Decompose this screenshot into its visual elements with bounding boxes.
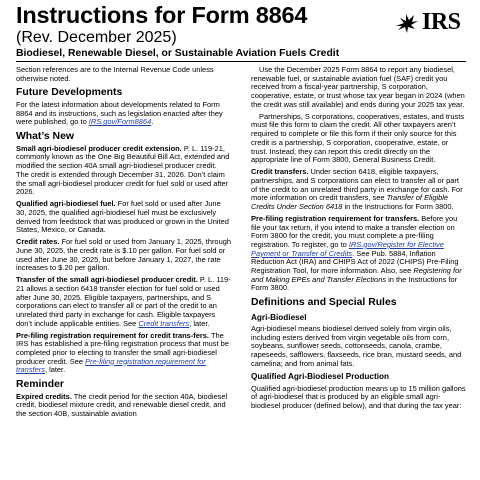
revision-date: (Rev. December 2025) <box>16 29 177 46</box>
header-rule <box>16 61 466 62</box>
register-link[interactable]: IRS.gov/Register for Elective Payment or Transfer of Credits <box>251 239 444 258</box>
irs-logo-text: IRS <box>422 9 461 35</box>
qualified-production-text: Qualified agri-biodiesel production means up to 15 million gallons of agri-biodiesel that is produced by an eligible small agri-biodiesel producer (defined below), and that during the tax year: <box>251 383 466 411</box>
credit-rates-paragraph: Credit rates. For fuel sold or used from January 1, 2025, through June 30, 2025, the credit rate is $.10 per gallon. For fuel sold or used after June 30, 2025, but before January 1, 2027, the rate increases to $.20 per gallon. <box>16 237 231 273</box>
form8864-link[interactable]: IRS.gov/Form8864 <box>88 117 152 127</box>
agri-biodiesel-heading: Agri-Biodiesel <box>251 312 307 322</box>
use-form-paragraph: Use the December 2025 Form 8864 to report any biodiesel, renewable fuel, or sustainable aviation fuel (SAF) credit you received from a fiscal-year partnership, S corporation, cooperative, estate, or trust whose tax year began in 2024 (when the credit was still available) and ends during your 2025 tax year. <box>251 65 465 109</box>
reminder-heading: Reminder <box>16 378 64 390</box>
who-must-file-paragraph: Partnerships, S corporations, cooperatives, estates, and trusts must file this form to claim the credit. All other taxpayers aren’t required to complete or file this form if their only source for this credit is a partnership, S corporation, cooperative, estate, or trust. Instead, they can report this credit directly on the appropriate line of Form 3800, General Business Credit. <box>251 111 465 165</box>
expired-credits-paragraph: Expired credits. The credit period for the section 40A, biodiesel credit, biodiesel mixture credit, and renewable diesel credit, and the section 40B, sustainable aviation <box>16 391 228 419</box>
irs-logo <box>394 9 466 35</box>
pre-filing-link[interactable]: Pre-filing registration requirement for transfers <box>16 356 206 375</box>
right-column <box>251 66 466 414</box>
pre-filing-paragraph: Pre-filing registration requirement for credit trans-fers. The IRS has established a pre-filing registration process that must be completed prior to electing to transfer the small agri-biodiesel producer credit. See Pre-filing registration requirement for transfers, later. <box>16 330 229 375</box>
document-title: Instructions for Form 8864 <box>16 2 308 28</box>
credit-extension-paragraph: Small agri-biodiesel producer credit extension. P. L. 119-21, commonly known as the One Big Beautiful Bill Act, extended and modified the section 40A small agri-biodiesel producer credit. The credit is extended through December 31, 2026. Don’t claim the small agri-biodiesel producer credit for fuel sold or used after 2026. <box>16 143 230 197</box>
whats-new-heading: What’s New <box>16 130 74 142</box>
future-developments-heading: Future Developments <box>16 87 123 98</box>
definitions-heading: Definitions and Special Rules <box>251 296 397 308</box>
intro-text: Section references are to the Internal Revenue Code unless otherwise noted. <box>16 65 214 83</box>
future-developments-text: For the latest information about developments related to Form 8864 and its instructions, such as legislation enacted after they were published, go to IRS.gov/Form8864. <box>16 100 223 127</box>
eagle-icon <box>394 12 420 34</box>
qualified-production-heading: Qualified Agri-Biodiesel Production <box>251 372 389 382</box>
registration-paragraph: Pre-filing registration requirement for transfers. Before you file your tax return, if you intend to make a transfer election on Form 3800 for the credit, you must complete a pre-filing registration. To register, go to IRS.gov/Register for Elective Payment or Transfer of Credits. See Pub. 5884, Inflation Reduction Act (IRA) and CHIPS Act of 2022 (CHIPS) Pre-Filing Registration Tool, for more information. Also, see Registering for and Making EPEs and Transfer Elections in the Instructions for Form 3800. <box>251 213 462 293</box>
credit-transfers-link[interactable]: Credit transfers <box>138 318 190 328</box>
credit-transfers-paragraph: Credit transfers. Under section 6418, eligible taxpayers, partnerships, and S corporations can elect to transfer all or part of the credit to an unrelated third party in exchange for cash. For more information on credit transfers, see Transfer of Eligible Credits Under Section 6418 in the Instructions for Form 3800. <box>251 167 463 211</box>
qualified-fuel-paragraph: Qualified agri-biodiesel fuel. For fuel sold or used after June 30, 2025, the qualified agri-biodiesel fuel must be exclusively derived from feedstock that was produced or grown in the United States, Mexico, or Canada. <box>16 199 229 235</box>
transfer-credit-paragraph: Transfer of the small agri-biodiesel producer credit. P. L. 119-21 allows a section 6418 transfer election for fuel sold or used after June 30, 2025. Eligible taxpayers, partnerships, and S corporations can elect to transfer all or part of the credit to an unrelated third party in exchange for cash. Eligible taxpayers don’t include applicable entities. See Credit transfers, later. <box>16 275 231 328</box>
document-subtitle: Biodiesel, Renewable Diesel, or Sustainable Aviation Fuels Credit <box>16 48 340 59</box>
agri-biodiesel-text: Agri-biodiesel means biodiesel derived solely from virgin oils, including esters derived from virgin vegetable oils from corn, soybeans, sunflower seeds, cottonseeds, canola, crambe, rapeseeds, safflowers, flaxseeds, rice bran, mustard seeds, and camelina; and from animal fats. <box>251 323 462 368</box>
left-column <box>16 66 231 422</box>
